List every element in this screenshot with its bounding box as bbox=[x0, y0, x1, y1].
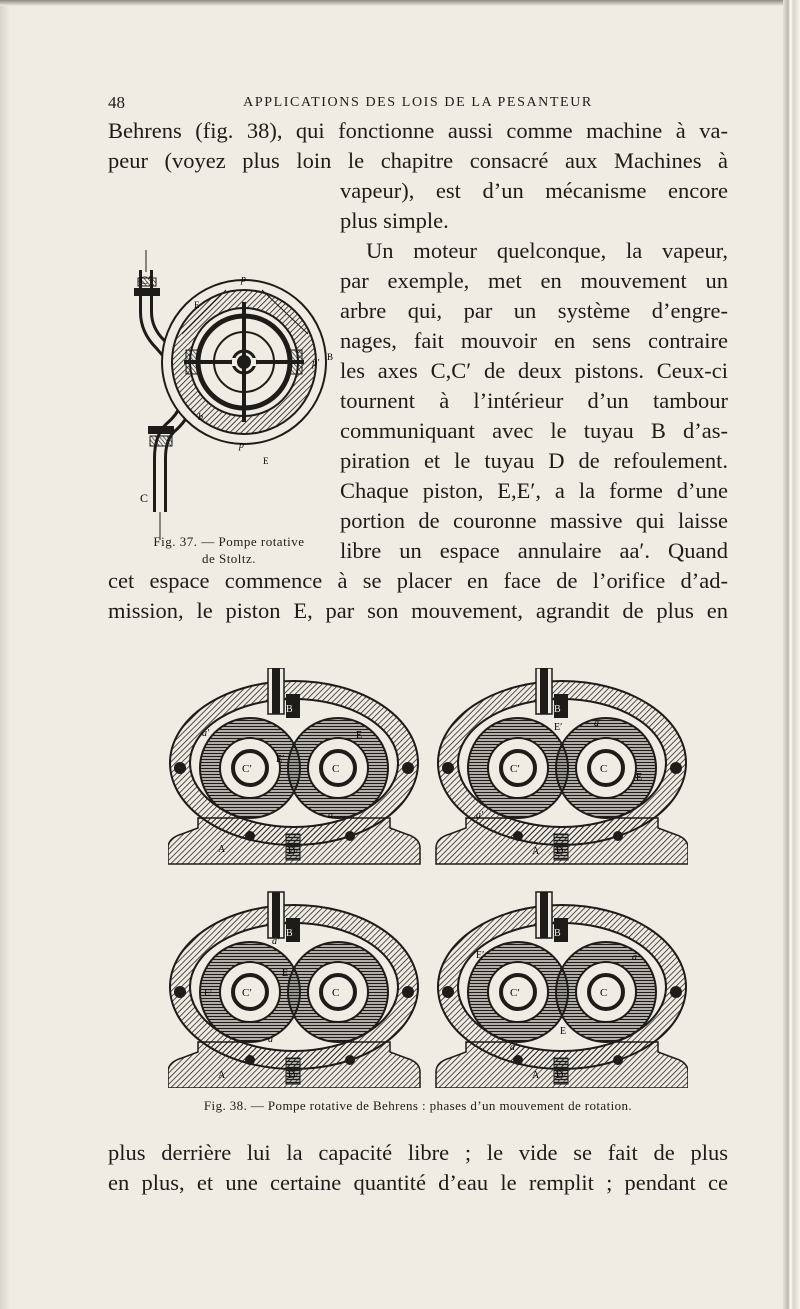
body-line: les axes C,C′ de deux pistons. Ceux-ci bbox=[340, 358, 728, 383]
body-line: plus simple. bbox=[340, 208, 449, 233]
body-line: portion de couronne massive qui laisse bbox=[340, 508, 728, 533]
body-line: arbre qui, par un système d’engre- bbox=[340, 298, 728, 323]
body-line: en plus, et une certaine quantité d’eau le remplit ; pendant ce bbox=[108, 1170, 728, 1195]
figure-38-panel-3 bbox=[168, 892, 420, 1088]
figure-38-caption: Fig. 38. — Pompe rotative de Behrens : phases d’un mouvement de rotation. bbox=[203, 1098, 633, 1113]
panel-label-B: B bbox=[286, 928, 293, 939]
body-line: cet espace commence à se placer en face de l’orifice d’ad- bbox=[108, 568, 728, 593]
panel-label-A: A bbox=[532, 1070, 540, 1081]
panel-label-E: E bbox=[636, 772, 643, 783]
panel-label-a2: a′ bbox=[202, 728, 210, 739]
panel-label-a: a bbox=[268, 1034, 273, 1045]
panel-label-C: C bbox=[332, 763, 340, 775]
panel-label-C: C bbox=[600, 763, 608, 775]
body-line: mission, le piston E, par son mouvement, agrandit de plus en bbox=[108, 598, 728, 623]
panel-label-B: B bbox=[554, 704, 561, 715]
label-piston-right: p′ bbox=[312, 358, 320, 369]
figure-38-panel-1 bbox=[168, 668, 420, 864]
panel-label-A: A bbox=[218, 1070, 226, 1081]
page-shadow bbox=[0, 0, 10, 1309]
body-line: nages, fait mouvoir en sens contraire bbox=[340, 328, 728, 353]
figure-37-caption bbox=[114, 533, 344, 567]
label-piston-bottom: p bbox=[239, 440, 244, 451]
panel-label-E2: E′ bbox=[204, 988, 213, 999]
figure-37-illustration bbox=[112, 250, 342, 540]
label-upper-letter: E bbox=[194, 300, 200, 310]
label-bottom-letter: E bbox=[263, 456, 269, 466]
panel-label-B: B bbox=[286, 704, 293, 715]
panel-label-D: D bbox=[556, 1070, 564, 1081]
panel-label-C2: C′ bbox=[242, 987, 252, 999]
panel-label-C2: C′ bbox=[510, 763, 520, 775]
panel-label-B: B bbox=[554, 928, 561, 939]
body-line: tournent à l’intérieur d’un tambour bbox=[340, 388, 728, 413]
panel-label-D: D bbox=[288, 1070, 296, 1081]
caption-line: Fig. 37. — Pompe rotative bbox=[153, 534, 305, 549]
panel-label-D: D bbox=[288, 846, 296, 857]
figure-38-illustration bbox=[168, 668, 688, 1088]
panel-label-A: A bbox=[218, 844, 226, 855]
pump-casing bbox=[162, 280, 326, 444]
body-line: plus derrière lui la capacité libre ; le vide se fait de plus bbox=[108, 1140, 728, 1165]
body-line: communiquant avec le tuyau B d’as- bbox=[340, 418, 728, 443]
panel-label-A: A bbox=[532, 846, 540, 857]
label-right-letter: B bbox=[327, 352, 334, 362]
page-edge bbox=[783, 0, 800, 1309]
panel-label-E2: E′ bbox=[476, 950, 485, 961]
body-line: piration et le tuyau D de refoulement. bbox=[340, 448, 728, 473]
body-line: Behrens (fig. 38), qui fonctionne aussi comme machine à va- bbox=[108, 118, 728, 143]
panel-label-C2: C′ bbox=[510, 987, 520, 999]
label-bottom-pipe: C bbox=[140, 491, 149, 505]
page-header bbox=[108, 93, 728, 117]
figure-38-panel-2 bbox=[436, 668, 688, 864]
caption-line: de Stoltz. bbox=[201, 551, 257, 566]
panel-label-C2: C′ bbox=[242, 763, 252, 775]
top-rule bbox=[0, 0, 800, 6]
panel-label-a: a bbox=[632, 952, 637, 963]
panel-label-C: C bbox=[600, 987, 608, 999]
body-line: libre un espace annulaire aa′. Quand bbox=[340, 538, 728, 563]
label-top-pipe: C′ bbox=[140, 273, 151, 287]
body-line: Chaque piston, E,E′, a la forme d’une bbox=[340, 478, 728, 503]
running-head: APPLICATIONS DES LOIS DE LA PESANTEUR bbox=[243, 95, 593, 110]
body-line: peur (voyez plus loin le chapitre consacré aux Machines à bbox=[108, 148, 728, 173]
panel-label-E: E bbox=[282, 968, 289, 979]
panel-label-a2: a′ bbox=[510, 1042, 518, 1053]
panel-label-a: a bbox=[328, 810, 333, 821]
panel-label-E: E bbox=[560, 1026, 567, 1037]
panel-label-E: E bbox=[356, 730, 363, 741]
figure-38-panel-4 bbox=[436, 892, 688, 1088]
label-piston-left: b bbox=[198, 412, 203, 423]
panel-label-E2: E′ bbox=[554, 722, 563, 733]
panel-label-E2: E′ bbox=[276, 754, 285, 765]
panel-label-a2: a′ bbox=[272, 936, 280, 947]
body-line: vapeur), est d’un mécanisme encore bbox=[340, 178, 728, 203]
panel-label-a: a bbox=[594, 718, 599, 729]
body-line: Un moteur quelconque, la vapeur, bbox=[366, 238, 728, 263]
panel-label-a2: a′ bbox=[476, 810, 484, 821]
panel-label-D: D bbox=[556, 846, 564, 857]
panel-label-C: C bbox=[332, 987, 340, 999]
page-number: 48 bbox=[108, 93, 125, 112]
body-line: par exemple, met en mouvement un bbox=[340, 268, 728, 293]
label-piston-top: p bbox=[241, 274, 246, 285]
